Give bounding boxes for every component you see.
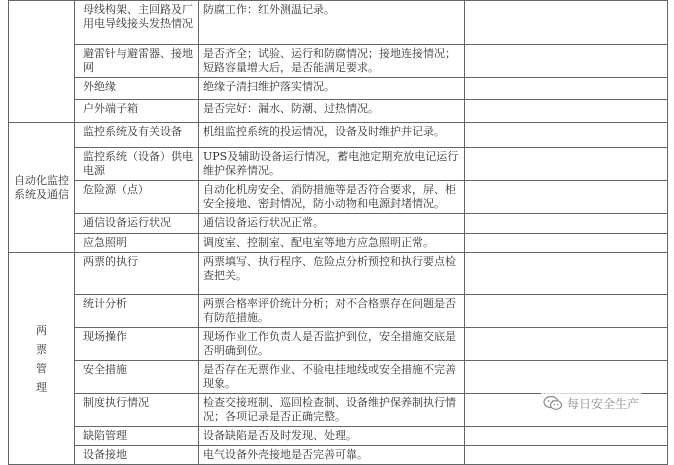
table-row [9, 148, 668, 181]
item-cell: 监控系统（设备）供电电源 [75, 148, 199, 181]
table-row [9, 253, 668, 295]
content-cell: 设备缺陷是否及时发现、处理。 [199, 427, 465, 446]
item-cell: 设备接地 [75, 446, 199, 465]
remark-cell [465, 253, 668, 295]
remark-cell [465, 148, 668, 181]
item-cell: 户外端子箱 [75, 100, 199, 123]
content-cell: 防腐工作：红外测温记录。 [199, 1, 465, 45]
content-cell: 是否完好：漏水、防潮、过热情况。 [199, 100, 465, 123]
section-title-text: 两票管理 [36, 323, 47, 394]
item-cell: 监控系统及有关设备 [75, 123, 199, 148]
remark-cell [465, 181, 668, 214]
remark-cell [465, 45, 668, 78]
content-cell: 电气设备外壳接地是否完善可靠。 [199, 446, 465, 465]
table-row [9, 214, 668, 234]
item-cell: 缺陷管理 [75, 427, 199, 446]
table-row [9, 78, 668, 100]
table-row [9, 446, 668, 465]
table-row [9, 45, 668, 78]
item-cell: 制度执行情况 [75, 394, 199, 427]
remark-cell [465, 1, 668, 45]
item-cell: 两票的执行 [75, 253, 199, 295]
table-row [9, 295, 668, 328]
remark-cell [465, 234, 668, 253]
content-cell: 检查交接班制、巡回检查制、设备维护保养制执行情况；各项记录是否正确完整。 [199, 394, 465, 427]
section-title-two-tickets [9, 253, 75, 465]
content-cell: UPS及辅助设备运行情况，蓄电池定期充放电记运行维护保养情况。 [199, 148, 465, 181]
content-cell: 绝缘子清扫维护落实情况。 [199, 78, 465, 100]
remark-cell [465, 361, 668, 394]
watermark [541, 393, 641, 413]
section-title-automation: 自动化监控系统及通信 [9, 123, 75, 253]
item-cell: 危险源（点） [75, 181, 199, 214]
table-row [9, 1, 668, 45]
table-row [9, 427, 668, 446]
remark-cell [465, 123, 668, 148]
remark-cell [465, 100, 668, 123]
item-cell: 通信设备运行状况 [75, 214, 199, 234]
remark-cell [465, 446, 668, 465]
section-cell [9, 1, 75, 123]
item-cell: 现场操作 [75, 328, 199, 361]
content-cell: 通信设备运行状况正常。 [199, 214, 465, 234]
item-cell: 应急照明 [75, 234, 199, 253]
content-cell: 两票合格率评价统计分析；对不合格票存在问题是否有防范措施。 [199, 295, 465, 328]
table-row [9, 361, 668, 394]
item-cell: 母线构架、主回路及厂用电导线接头发热情况 [75, 1, 199, 45]
table-row [9, 181, 668, 214]
content-cell: 现场作业工作负责人是否监护到位，安全措施交底是否明确到位。 [199, 328, 465, 361]
remark-cell [465, 328, 668, 361]
content-cell: 调度室、控制室、配电室等地方应急照明正常。 [199, 234, 465, 253]
item-cell: 统计分析 [75, 295, 199, 328]
watermark-text: 每日安全生产 [567, 396, 640, 411]
item-cell: 外绝缘 [75, 78, 199, 100]
content-cell: 自动化机房安全、消防措施等是否符合要求，屏、柜安全接地、密封情况，防小动物和电源封堵情况。 [199, 181, 465, 214]
table-row [9, 100, 668, 123]
content-cell: 是否齐全；试验、运行和防腐情况；接地连接情况；短路容量增大后，是否能满足要求。 [199, 45, 465, 78]
content-cell: 是否存在无票作业、不验电挂地线或安全措施不完善现象。 [199, 361, 465, 394]
table-row [9, 234, 668, 253]
content-cell: 两票填写、执行程序、危险点分析预控和执行要点检查把关。 [199, 253, 465, 295]
remark-cell [465, 214, 668, 234]
table-row [9, 123, 668, 148]
table-row [9, 328, 668, 361]
wechat-logo-icon [543, 395, 563, 411]
item-cell: 安全措施 [75, 361, 199, 394]
content-cell: 机组监控系统的投运情况，设备及时维护并记录。 [199, 123, 465, 148]
remark-cell [465, 78, 668, 100]
remark-cell [465, 427, 668, 446]
remark-cell [465, 295, 668, 328]
item-cell: 避雷针与避雷器、接地网 [75, 45, 199, 78]
